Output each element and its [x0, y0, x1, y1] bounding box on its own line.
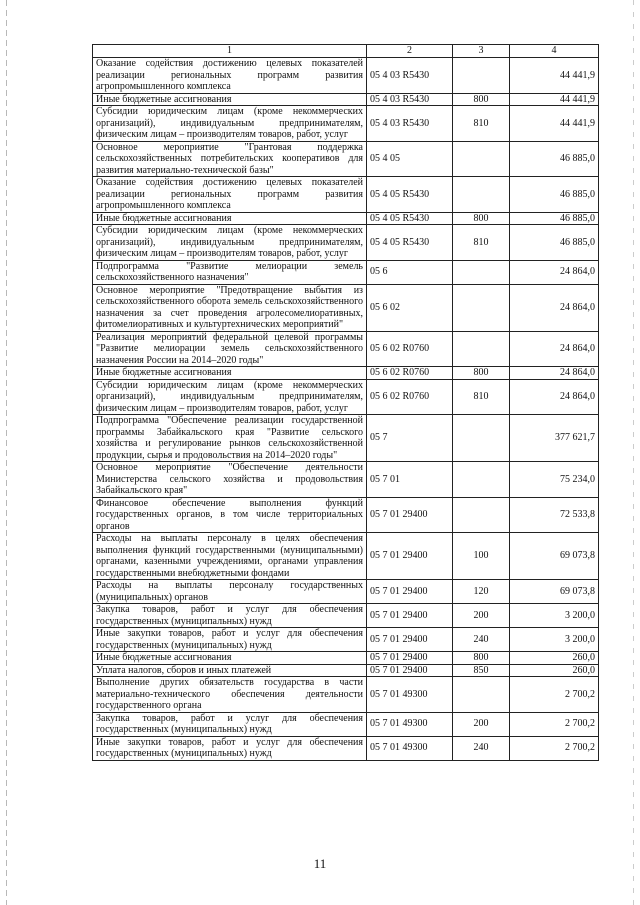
cell-name: Субсидии юридическим лицам (кроме некоммерческих организаций), индивидуальным предпринимателям, физическим лицам – производителям товаров, работ, услуг: [93, 225, 367, 261]
page-number: 11: [313, 856, 327, 871]
cell-expense-type: 810: [453, 379, 510, 415]
header-col-2: 2: [367, 45, 453, 58]
cell-code: 05 7 01 49300: [367, 736, 453, 760]
cell-expense-type: 240: [453, 628, 510, 652]
cell-name: Реализация мероприятий федеральной целевой программы "Развитие мелиорации земель сельскохозяйственного назначения России на 2014–2020 годы": [93, 331, 367, 367]
table-row: [93, 664, 599, 677]
cell-expense-type: 810: [453, 106, 510, 142]
table-row: [93, 462, 599, 498]
cell-name: Выполнение других обязательств государства в части материально-технического обеспечения деятельности государственного органа: [93, 677, 367, 713]
cell-expense-type: [453, 415, 510, 462]
table-row: [93, 736, 599, 760]
cell-code: 05 7 01 29400: [367, 580, 453, 604]
table-row: [93, 533, 599, 580]
cell-expense-type: 100: [453, 533, 510, 580]
cell-amount: 44 441,9: [510, 106, 599, 142]
cell-name: Закупка товаров, работ и услуг для обеспечения государственных (муниципальных) нужд: [93, 712, 367, 736]
cell-name: Уплата налогов, сборов и иных платежей: [93, 664, 367, 677]
table-row: [93, 93, 599, 106]
cell-amount: 24 864,0: [510, 367, 599, 380]
cell-amount: 2 700,2: [510, 712, 599, 736]
cell-code: 05 7 01 29400: [367, 652, 453, 665]
cell-name: Основное мероприятие "Грантовая поддержка сельскохозяйственных потребительских кооперативов для развития материально-технической базы": [93, 141, 367, 177]
cell-code: 05 4 03 R5430: [367, 106, 453, 142]
header-col-4: 4: [510, 45, 599, 58]
cell-amount: 46 885,0: [510, 141, 599, 177]
cell-expense-type: [453, 331, 510, 367]
cell-code: 05 6 02 R0760: [367, 379, 453, 415]
table-row: [93, 225, 599, 261]
cell-expense-type: 810: [453, 225, 510, 261]
header-col-1: 1: [93, 45, 367, 58]
cell-amount: 72 533,8: [510, 497, 599, 533]
cell-name: Финансовое обеспечение выполнения функций государственных органов, в том числе территориальных органов: [93, 497, 367, 533]
cell-amount: 260,0: [510, 652, 599, 665]
table-row: [93, 712, 599, 736]
table-row: [93, 580, 599, 604]
cell-amount: 3 200,0: [510, 628, 599, 652]
table-row: [93, 604, 599, 628]
cell-name: Подпрограмма "Обеспечение реализации государственной программы Забайкальского края "Развитие сельского хозяйства и регулирование рынков сельскохозяйственной продукции, сырья и продовольствия на 2014–2020 годы": [93, 415, 367, 462]
cell-code: 05 7 01 29400: [367, 664, 453, 677]
cell-amount: 44 441,9: [510, 93, 599, 106]
table-row: [93, 260, 599, 284]
cell-expense-type: [453, 141, 510, 177]
cell-amount: 2 700,2: [510, 677, 599, 713]
cell-expense-type: [453, 58, 510, 94]
cell-expense-type: 240: [453, 736, 510, 760]
cell-name: Основное мероприятие "Обеспечение деятельности Министерства сельского хозяйства и продовольствия Забайкальского края": [93, 462, 367, 498]
cell-amount: 3 200,0: [510, 604, 599, 628]
cell-code: 05 4 05: [367, 141, 453, 177]
cell-name: Иные бюджетные ассигнования: [93, 93, 367, 106]
cell-code: 05 7 01 29400: [367, 497, 453, 533]
cell-expense-type: [453, 497, 510, 533]
cell-expense-type: 850: [453, 664, 510, 677]
cell-amount: 377 621,7: [510, 415, 599, 462]
cell-code: 05 7 01 49300: [367, 677, 453, 713]
table-row: [93, 379, 599, 415]
cell-name: Иные бюджетные ассигнования: [93, 212, 367, 225]
cell-name: Закупка товаров, работ и услуг для обеспечения государственных (муниципальных) нужд: [93, 604, 367, 628]
cell-name: Расходы на выплаты персоналу государственных (муниципальных) органов: [93, 580, 367, 604]
cell-expense-type: [453, 462, 510, 498]
cell-amount: 2 700,2: [510, 736, 599, 760]
cell-code: 05 7 01: [367, 462, 453, 498]
table-row: [93, 58, 599, 94]
cell-expense-type: 200: [453, 604, 510, 628]
cell-expense-type: 120: [453, 580, 510, 604]
cell-amount: 24 864,0: [510, 260, 599, 284]
cell-name: Иные закупки товаров, работ и услуг для обеспечения государственных (муниципальных) нужд: [93, 736, 367, 760]
cell-code: 05 4 05 R5430: [367, 225, 453, 261]
table-row: [93, 141, 599, 177]
cell-name: Оказание содействия достижению целевых показателей реализации региональных программ развития агропромышленного комплекса: [93, 177, 367, 213]
table-row: [93, 497, 599, 533]
table-row: [93, 367, 599, 380]
cell-name: Оказание содействия достижению целевых показателей реализации региональных программ развития агропромышленного комплекса: [93, 58, 367, 94]
scan-edge-right: [633, 0, 634, 905]
cell-amount: 24 864,0: [510, 331, 599, 367]
cell-code: 05 4 05 R5430: [367, 177, 453, 213]
cell-expense-type: [453, 284, 510, 331]
table-row: [93, 284, 599, 331]
cell-expense-type: [453, 177, 510, 213]
cell-expense-type: 200: [453, 712, 510, 736]
cell-name: Основное мероприятие "Предотвращение выбытия из сельскохозяйственного оборота земель сельскохозяйственного назначения за счет проведения агролесомелиоративных, фитомелиоративных и культуртехнических мероприятий": [93, 284, 367, 331]
cell-name: Расходы на выплаты персоналу в целях обеспечения выполнения функций государственными (муниципальными) органами, казенными учреждениями, органами управления государственными внебюджетными фондами: [93, 533, 367, 580]
cell-amount: 24 864,0: [510, 284, 599, 331]
table-header-row: [93, 45, 599, 58]
cell-amount: 24 864,0: [510, 379, 599, 415]
table-body: [93, 58, 599, 761]
cell-code: 05 7 01 29400: [367, 533, 453, 580]
cell-code: 05 6 02 R0760: [367, 367, 453, 380]
cell-amount: 46 885,0: [510, 225, 599, 261]
table-row: [93, 106, 599, 142]
cell-expense-type: 800: [453, 212, 510, 225]
header-col-3: 3: [453, 45, 510, 58]
cell-amount: 75 234,0: [510, 462, 599, 498]
table-row: [93, 652, 599, 665]
table-row: [93, 415, 599, 462]
table-row: [93, 677, 599, 713]
cell-expense-type: 800: [453, 93, 510, 106]
table-row: [93, 212, 599, 225]
cell-name: Подпрограмма "Развитие мелиорации земель сельскохозяйственного назначения": [93, 260, 367, 284]
cell-code: 05 6 02 R0760: [367, 331, 453, 367]
cell-expense-type: 800: [453, 652, 510, 665]
cell-code: 05 4 05 R5430: [367, 212, 453, 225]
cell-amount: 46 885,0: [510, 177, 599, 213]
cell-code: 05 6: [367, 260, 453, 284]
table-row: [93, 628, 599, 652]
cell-amount: 69 073,8: [510, 580, 599, 604]
scan-edge-left: [6, 0, 7, 905]
cell-expense-type: [453, 677, 510, 713]
cell-amount: 260,0: [510, 664, 599, 677]
cell-amount: 44 441,9: [510, 58, 599, 94]
cell-code: 05 6 02: [367, 284, 453, 331]
cell-name: Иные бюджетные ассигнования: [93, 652, 367, 665]
cell-code: 05 7: [367, 415, 453, 462]
cell-code: 05 7 01 49300: [367, 712, 453, 736]
cell-amount: 69 073,8: [510, 533, 599, 580]
cell-name: Субсидии юридическим лицам (кроме некоммерческих организаций), индивидуальным предпринимателям, физическим лицам – производителям товаров, работ, услуг: [93, 379, 367, 415]
cell-code: 05 7 01 29400: [367, 604, 453, 628]
table-row: [93, 331, 599, 367]
budget-table: [92, 44, 599, 761]
cell-name: Субсидии юридическим лицам (кроме некоммерческих организаций), индивидуальным предпринимателям, физическим лицам – производителям товаров, работ, услуг: [93, 106, 367, 142]
cell-name: Иные бюджетные ассигнования: [93, 367, 367, 380]
cell-code: 05 4 03 R5430: [367, 58, 453, 94]
cell-expense-type: [453, 260, 510, 284]
table-row: [93, 177, 599, 213]
cell-name: Иные закупки товаров, работ и услуг для обеспечения государственных (муниципальных) нужд: [93, 628, 367, 652]
cell-expense-type: 800: [453, 367, 510, 380]
cell-code: 05 4 03 R5430: [367, 93, 453, 106]
cell-amount: 46 885,0: [510, 212, 599, 225]
cell-code: 05 7 01 29400: [367, 628, 453, 652]
